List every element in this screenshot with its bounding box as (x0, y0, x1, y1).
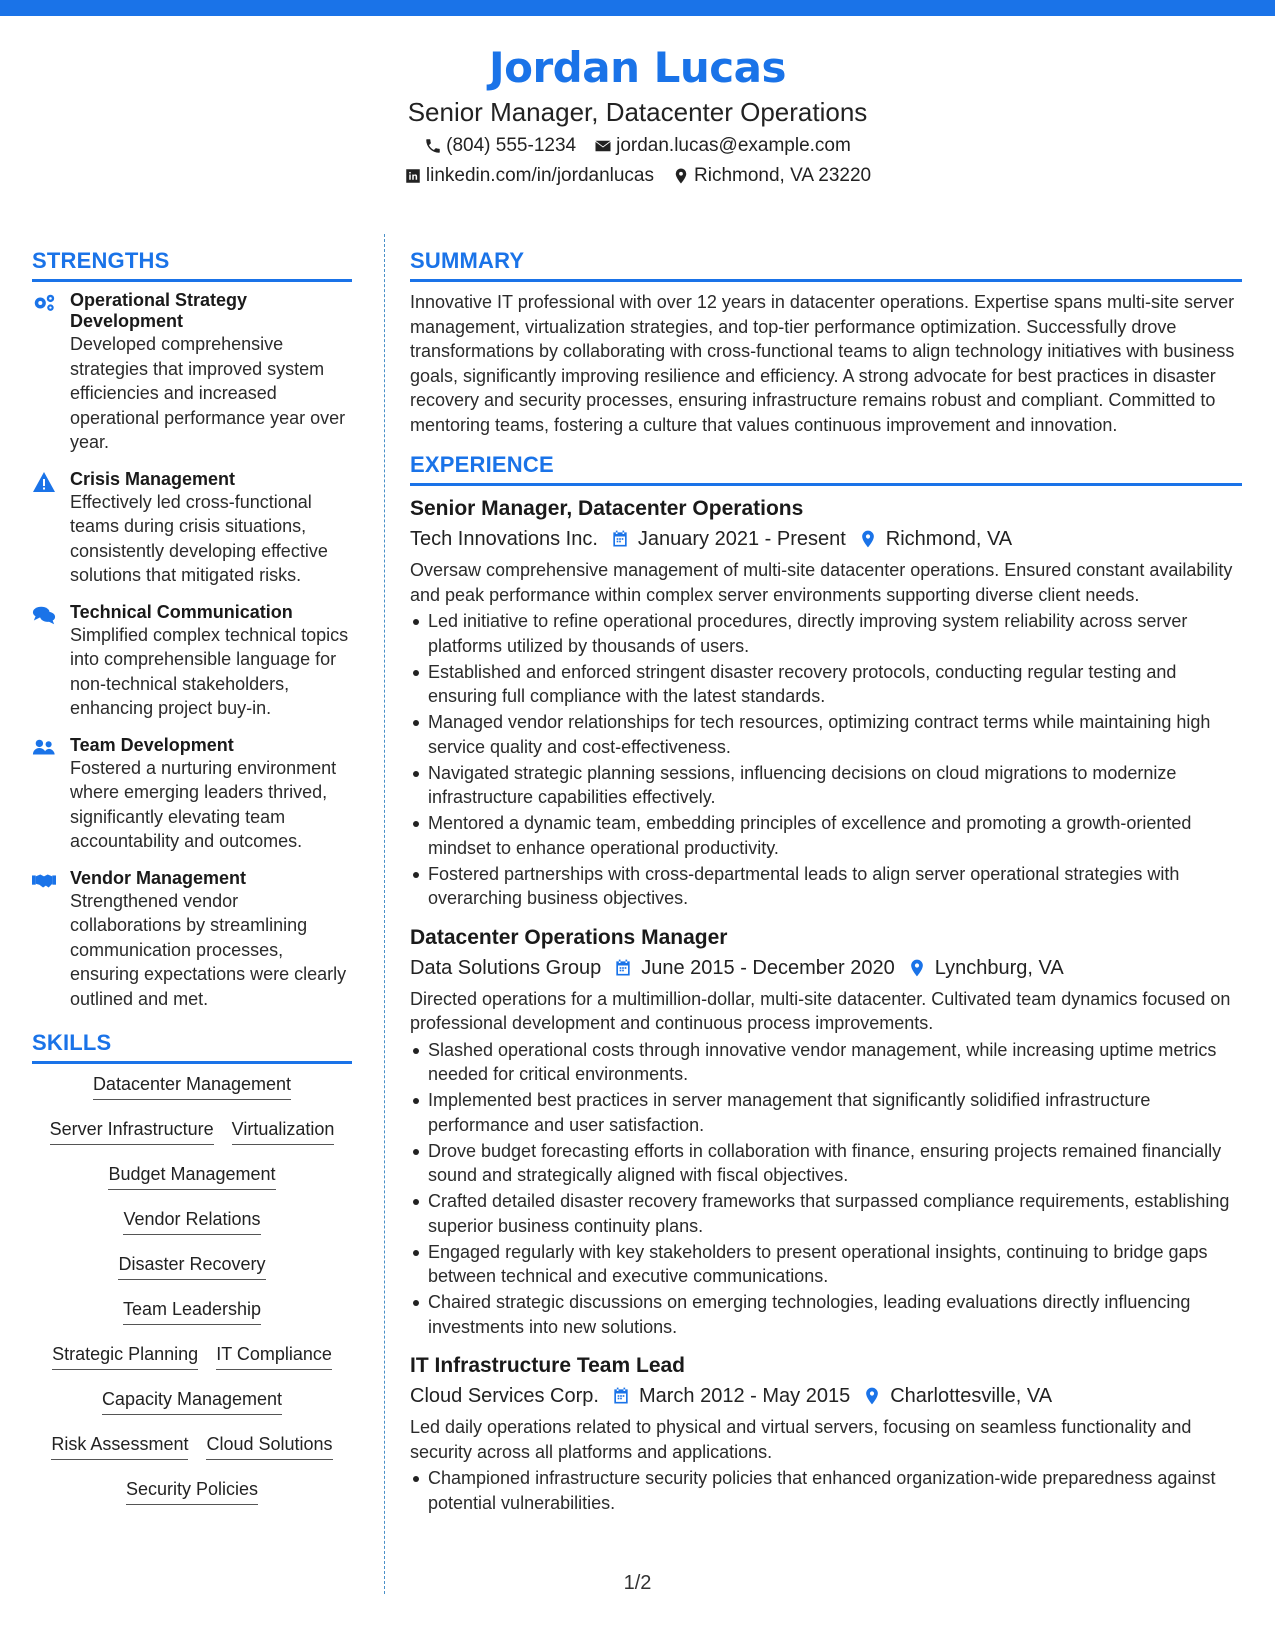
job-company: Tech Innovations Inc. (410, 528, 598, 550)
skill-tag: Strategic Planning (52, 1342, 198, 1370)
strength-desc: Developed comprehensive strategies that improved system efficiencies and increased operational performance year over year. (70, 334, 346, 452)
map-pin-icon (862, 1386, 882, 1406)
resume-header (0, 40, 1275, 188)
linkedin-icon (404, 167, 422, 185)
bullet-item: Engaged regularly with key stakeholders to present operational insights, continuing to bridge gaps between technical and executive communications. (428, 1240, 1242, 1289)
skill-tag: Team Leadership (123, 1297, 261, 1325)
users-icon (32, 737, 56, 759)
strength-title: Vendor Management (70, 867, 247, 888)
phone-text: (804) 555-1234 (446, 135, 577, 156)
job-entry (410, 1351, 1242, 1515)
envelope-icon (594, 137, 612, 155)
bullet-item: Established and enforced stringent disaster recovery protocols, conducting regular testing and ensuring full compliance with the latest standards. (428, 660, 1242, 709)
job-location: Richmond, VA (885, 528, 1013, 550)
email-item[interactable] (594, 134, 851, 158)
skill-tag: IT Compliance (216, 1342, 332, 1370)
strength-item (32, 868, 352, 1012)
strength-item (32, 469, 352, 588)
skill-tag: Disaster Recovery (118, 1252, 265, 1280)
bullet-item: Slashed operational costs through innovative vendor management, while increasing uptime metrics needed for critical environments. (428, 1038, 1242, 1087)
bullet-item: Navigated strategic planning sessions, influencing decisions on cloud migrations to modernize infrastructure capabilities effectively. (428, 761, 1242, 810)
bullet-item: Led initiative to refine operational procedures, directly improving system reliability across server platforms utilized by thousands of users. (428, 609, 1242, 658)
experience-heading: EXPERIENCE (410, 451, 1242, 486)
job-meta (410, 524, 1242, 554)
warning-icon (32, 471, 56, 493)
job-bullets (410, 1466, 1242, 1515)
job-title: IT Infrastructure Team Lead (410, 1354, 686, 1377)
bullet-item: Implemented best practices in server management that significantly solidified infrastructure performance and user satisfaction. (428, 1088, 1242, 1137)
skill-tag: Server Infrastructure (50, 1117, 214, 1145)
gears-icon (32, 292, 56, 314)
skill-tag: Budget Management (108, 1162, 275, 1190)
strength-desc: Effectively led cross-functional teams during crisis situations, consistently developing effective solutions that mitigated risks. (70, 491, 328, 585)
calendar-icon (613, 958, 633, 978)
comments-icon (32, 604, 56, 626)
job-description: Led daily operations related to physical and virtual servers, focusing on seamless functionality and security across all platforms and applications. (410, 1417, 1192, 1462)
job-location: Lynchburg, VA (934, 956, 1064, 979)
job-description: Directed operations for a multimillion-dollar, multi-site datacenter. Cultivated team dynamics focused on professional development and continuous process improvements. (410, 988, 1231, 1033)
location-text: Richmond, VA 23220 (694, 165, 872, 186)
linkedin-text: linkedin.com/in/jordanlucas (425, 165, 654, 186)
skill-tag: Risk Assessment (51, 1432, 188, 1460)
page-number: 1/2 (623, 1572, 652, 1594)
bullet-item: Fostered partnerships with cross-departmental leads to align server operational strategies with overarching business objectives. (428, 862, 1242, 911)
skill-tag: Security Policies (126, 1477, 258, 1505)
skill-tag: Virtualization (232, 1117, 335, 1145)
skill-tag: Vendor Relations (123, 1207, 260, 1235)
bullet-item: Chaired strategic discussions on emerging technologies, leading evaluations directly influencing investments into new solutions. (428, 1290, 1242, 1339)
column-divider (384, 234, 385, 1594)
job-bullets (410, 609, 1242, 911)
job-dates: June 2015 - December 2020 (641, 956, 895, 979)
left-column (32, 247, 352, 1522)
calendar-icon (610, 529, 630, 549)
handshake-icon (32, 870, 56, 892)
bullet-item: Crafted detailed disaster recovery frameworks that surpassed compliance requirements, establishing superior business continuity plans. (428, 1189, 1242, 1238)
job-location: Charlottesville, VA (890, 1385, 1053, 1407)
location-item (672, 164, 871, 188)
contact-row-2 (0, 164, 1275, 188)
bullet-item: Managed vendor relationships for tech resources, optimizing contract terms while maintaining high service quality and cost-effectiveness. (428, 710, 1242, 759)
linkedin-item[interactable] (404, 164, 654, 188)
bullet-item: Drove budget forecasting efforts in collaboration with finance, ensuring projects remained financially sound and strategically aligned with fiscal objectives. (428, 1139, 1242, 1188)
strength-title: Operational Strategy Development (70, 290, 248, 331)
summary-text: Innovative IT professional with over 12 years in datacenter operations. Expertise spans multi-site server management, virtualization strategies, and top-tier performance optimization. Successfully drove transformations by collaborating with cross-functional teams to align technology initiatives with business goals, significantly improving resilience and efficiency. A strong advocate for best practices in disaster recovery and security processes, ensuring infrastructure remains robust and compliant. Committed to mentoring teams, fostering a culture that values continuous improvement and innovation. (410, 292, 1235, 435)
strength-desc: Fostered a nurturing environment where emerging leaders thrived, significantly elevating team accountability and outcomes. (70, 757, 337, 851)
bullet-item: Championed infrastructure security policies that enhanced organization-wide preparedness against potential vulnerabilities. (428, 1466, 1242, 1515)
strength-item (32, 290, 352, 455)
skill-tag: Capacity Management (102, 1387, 282, 1415)
right-column (410, 247, 1242, 1527)
map-pin-icon (858, 529, 878, 549)
strength-title: Team Development (70, 734, 234, 755)
strength-title: Crisis Management (70, 468, 236, 489)
skills-list (32, 1072, 352, 1522)
email-text: jordan.lucas@example.com (616, 135, 851, 156)
strength-desc: Simplified complex technical topics into comprehensible language for non-technical stakeholders, enhancing project buy-in. (70, 624, 349, 718)
calendar-icon (611, 1386, 631, 1406)
job-dates: January 2021 - Present (637, 528, 846, 550)
candidate-name: Jordan Lucas (488, 43, 787, 92)
skill-tag: Datacenter Management (93, 1072, 291, 1100)
job-entry (410, 494, 1242, 911)
bullet-item: Mentored a dynamic team, embedding principles of excellence and promoting a growth-oriented mindset to enhance operational productivity. (428, 811, 1242, 860)
strength-item (32, 735, 352, 854)
contact-row-1 (0, 134, 1275, 158)
strength-item (32, 602, 352, 721)
candidate-title: Senior Manager, Datacenter Operations (407, 97, 868, 127)
phone-icon (424, 137, 442, 155)
job-description: Oversaw comprehensive management of multi-site datacenter operations. Ensured constant availability and peak performance within complex server environments supporting diverse client needs. (410, 560, 1233, 605)
phone-item[interactable] (424, 134, 576, 158)
map-pin-icon (907, 958, 927, 978)
job-meta (410, 953, 1242, 983)
job-title: Senior Manager, Datacenter Operations (410, 497, 804, 520)
strength-title: Technical Communication (70, 601, 293, 622)
summary-heading: SUMMARY (410, 247, 1242, 282)
job-bullets (410, 1038, 1242, 1340)
job-dates: March 2012 - May 2015 (638, 1385, 851, 1407)
job-title: Datacenter Operations Manager (410, 925, 728, 949)
job-company: Cloud Services Corp. (410, 1385, 599, 1407)
top-accent-bar (0, 0, 1275, 16)
skills-heading: SKILLS (32, 1029, 352, 1064)
strengths-heading: STRENGTHS (32, 247, 352, 282)
map-pin-icon (672, 167, 690, 185)
job-entry (410, 923, 1242, 1340)
skill-tag: Cloud Solutions (206, 1432, 332, 1460)
strength-desc: Strengthened vendor collaborations by streamlining communication processes, ensuring expectations were clearly outlined and met. (70, 890, 347, 1009)
job-meta (410, 1381, 1242, 1411)
job-company: Data Solutions Group (410, 956, 602, 979)
